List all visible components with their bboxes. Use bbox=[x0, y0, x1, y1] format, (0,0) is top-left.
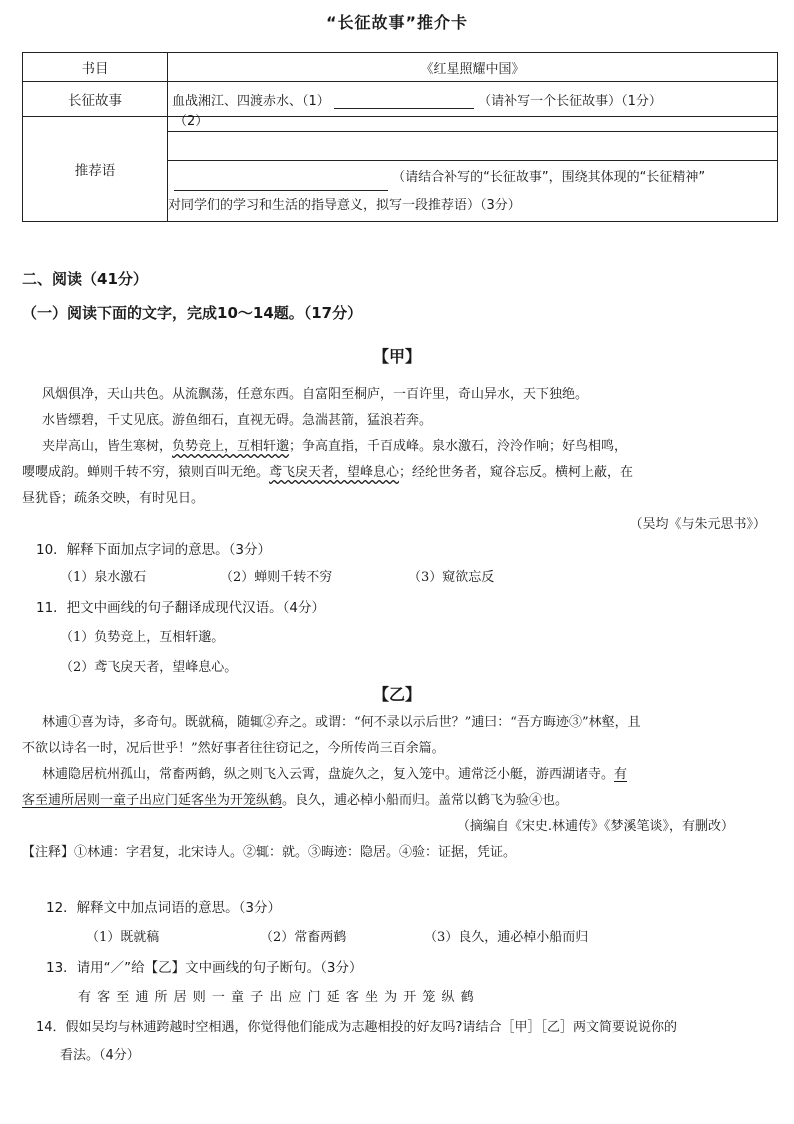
story-blank[interactable] bbox=[334, 94, 474, 109]
jia-p3e-underlined: 鸢飞戾天者，望峰息心 bbox=[269, 465, 400, 480]
section-2-sub1: （一）阅读下面的文字，完成10～14题。（17分） bbox=[22, 304, 363, 322]
q14-stem-2: 看法。（4分） bbox=[60, 1048, 140, 1063]
q10-a: （1）泉水激石 bbox=[60, 570, 147, 585]
q11-a: （1）负势竞上，互相轩邈。 bbox=[60, 630, 225, 645]
yi-source: （摘编自《宋史.林逋传》《梦溪笔谈》，有删改） bbox=[456, 819, 734, 834]
story-cell bbox=[168, 82, 778, 117]
yi-p4: 。良久，逋必棹小船而归。盖常以鹤飞为验④也。 bbox=[282, 793, 569, 808]
rec-blank[interactable] bbox=[174, 176, 388, 191]
yi-passage bbox=[22, 710, 774, 866]
jia-p3a: 夹岸高山，皆生寒树， bbox=[42, 439, 173, 454]
q11-stem: 11．把文中画线的句子翻译成现代汉语。（4分） bbox=[36, 600, 326, 616]
yi-p2: 不欲以诗名一时，况后世乎！”然好事者往往窃记之，今所传尚三百余篇。 bbox=[22, 741, 445, 756]
jia-p3b-underlined: 负势竞上，互相轩邈 bbox=[172, 439, 290, 454]
story-hint: （请补写一个长征故事）（1分） bbox=[478, 93, 662, 109]
q12-c: （3）良久，逋必棹小船而归 bbox=[424, 930, 589, 945]
jia-p1: 风烟俱净，天山共色。从流飘荡，任意东西。自富阳至桐庐，一百许里，奇山异水，天下独绝。 bbox=[42, 387, 589, 402]
yi-p4-underlined: 客至逋所居则一童子出应门延客坐为开笼纵鹤 bbox=[22, 793, 283, 808]
yi-p1: 林逋①喜为诗，多奇句。既就稿，随辄②弃之。或谓：“何不录以示后世？”逋曰：“吾方晦迹③”林壑，且 bbox=[42, 715, 641, 730]
rec-hint: （请结合补写的“长征故事”，围绕其体现的“长征精神” bbox=[392, 170, 706, 185]
q13-sentence: 有 客 至 逋 所 居 则 一 童 子 出 应 门 延 客 坐 为 开 笼 纵 鹤 bbox=[78, 990, 475, 1005]
book-value: 《红星照耀中国》 bbox=[168, 53, 778, 82]
rec-num: （2） bbox=[174, 114, 209, 129]
yi-notes: 【注释】①林逋：字君复，北宋诗人。②辄：就。③晦迹：隐居。④验：证据，凭证。 bbox=[22, 845, 517, 860]
jia-p3d: 嘤嘤成韵。蝉则千转不穷，猿则百叫无绝。 bbox=[22, 465, 270, 480]
jia-p3c: ；争高直指，千百成峰。泉水激石，泠泠作响；好鸟相鸣， bbox=[289, 439, 628, 454]
rec-cell bbox=[168, 114, 778, 222]
yi-p3-underlined: 有 bbox=[614, 767, 628, 782]
rec-label: 推荐语 bbox=[23, 117, 168, 222]
q12-a: （1）既就稿 bbox=[86, 930, 160, 945]
q10-c: （3）窥欲忘反 bbox=[408, 570, 495, 585]
q10-b: （2）蝉则千转不穷 bbox=[220, 570, 333, 585]
q13-stem: 13．请用“／”给【乙】文中画线的句子断句。（3分） bbox=[46, 960, 363, 976]
rec-hint-2: 对同学们的学习和生活的指导意义，拟写一段推荐语）（3分） bbox=[168, 198, 521, 213]
yi-p4-line bbox=[22, 788, 774, 814]
yi-p3: 林逋隐居杭州孤山，常畜两鹤，纵之则飞入云霄，盘旋久之，复入笼中。逋常泛小艇，游西湖诸寺。 bbox=[42, 767, 615, 782]
jia-heading: 【甲】 bbox=[372, 347, 421, 366]
jia-p2: 水皆缥碧，千丈见底。游鱼细石，直视无碍。急湍甚箭，猛浪若奔。 bbox=[42, 413, 433, 428]
jia-p3-line1 bbox=[22, 434, 774, 460]
q11-b: （2）鸢飞戾天者，望峰息心。 bbox=[60, 660, 238, 675]
rec-line-1[interactable] bbox=[168, 114, 777, 132]
story-text: 血战湘江、四渡赤水、（1） bbox=[172, 93, 330, 109]
section-2-title: 二、阅读（41分） bbox=[22, 270, 148, 288]
q14-stem: 14．假如吴均与林逋跨越时空相遇，你觉得他们能成为志趣相投的好友吗?请结合［甲］［乙］两文简要说说你的 bbox=[36, 1020, 677, 1035]
story-label: 长征故事 bbox=[23, 82, 168, 117]
jia-p3-line3: 昼犹昏；疏条交映，有时见日。 bbox=[22, 491, 205, 506]
q12-b: （2）常畜两鹤 bbox=[260, 930, 347, 945]
card-title: “长征故事”推介卡 bbox=[325, 13, 469, 32]
yi-p3-line bbox=[22, 762, 774, 788]
jia-p3-line2 bbox=[22, 460, 774, 486]
q12-stem: 12．解释文中加点词语的意思。（3分） bbox=[46, 900, 282, 916]
rec-line-3 bbox=[168, 165, 777, 191]
book-label: 书目 bbox=[23, 53, 168, 82]
jia-passage bbox=[22, 382, 774, 538]
jia-source: （吴均《与朱元思书》） bbox=[629, 517, 766, 532]
yi-heading: 【乙】 bbox=[372, 685, 421, 704]
rec-line-2[interactable] bbox=[168, 132, 777, 161]
q10-stem: 10．解释下面加点字词的意思。（3分） bbox=[36, 542, 272, 558]
jia-p3f: ；经纶世务者，窥谷忘反。横柯上蔽，在 bbox=[399, 465, 634, 480]
recommend-card-table bbox=[22, 52, 778, 222]
